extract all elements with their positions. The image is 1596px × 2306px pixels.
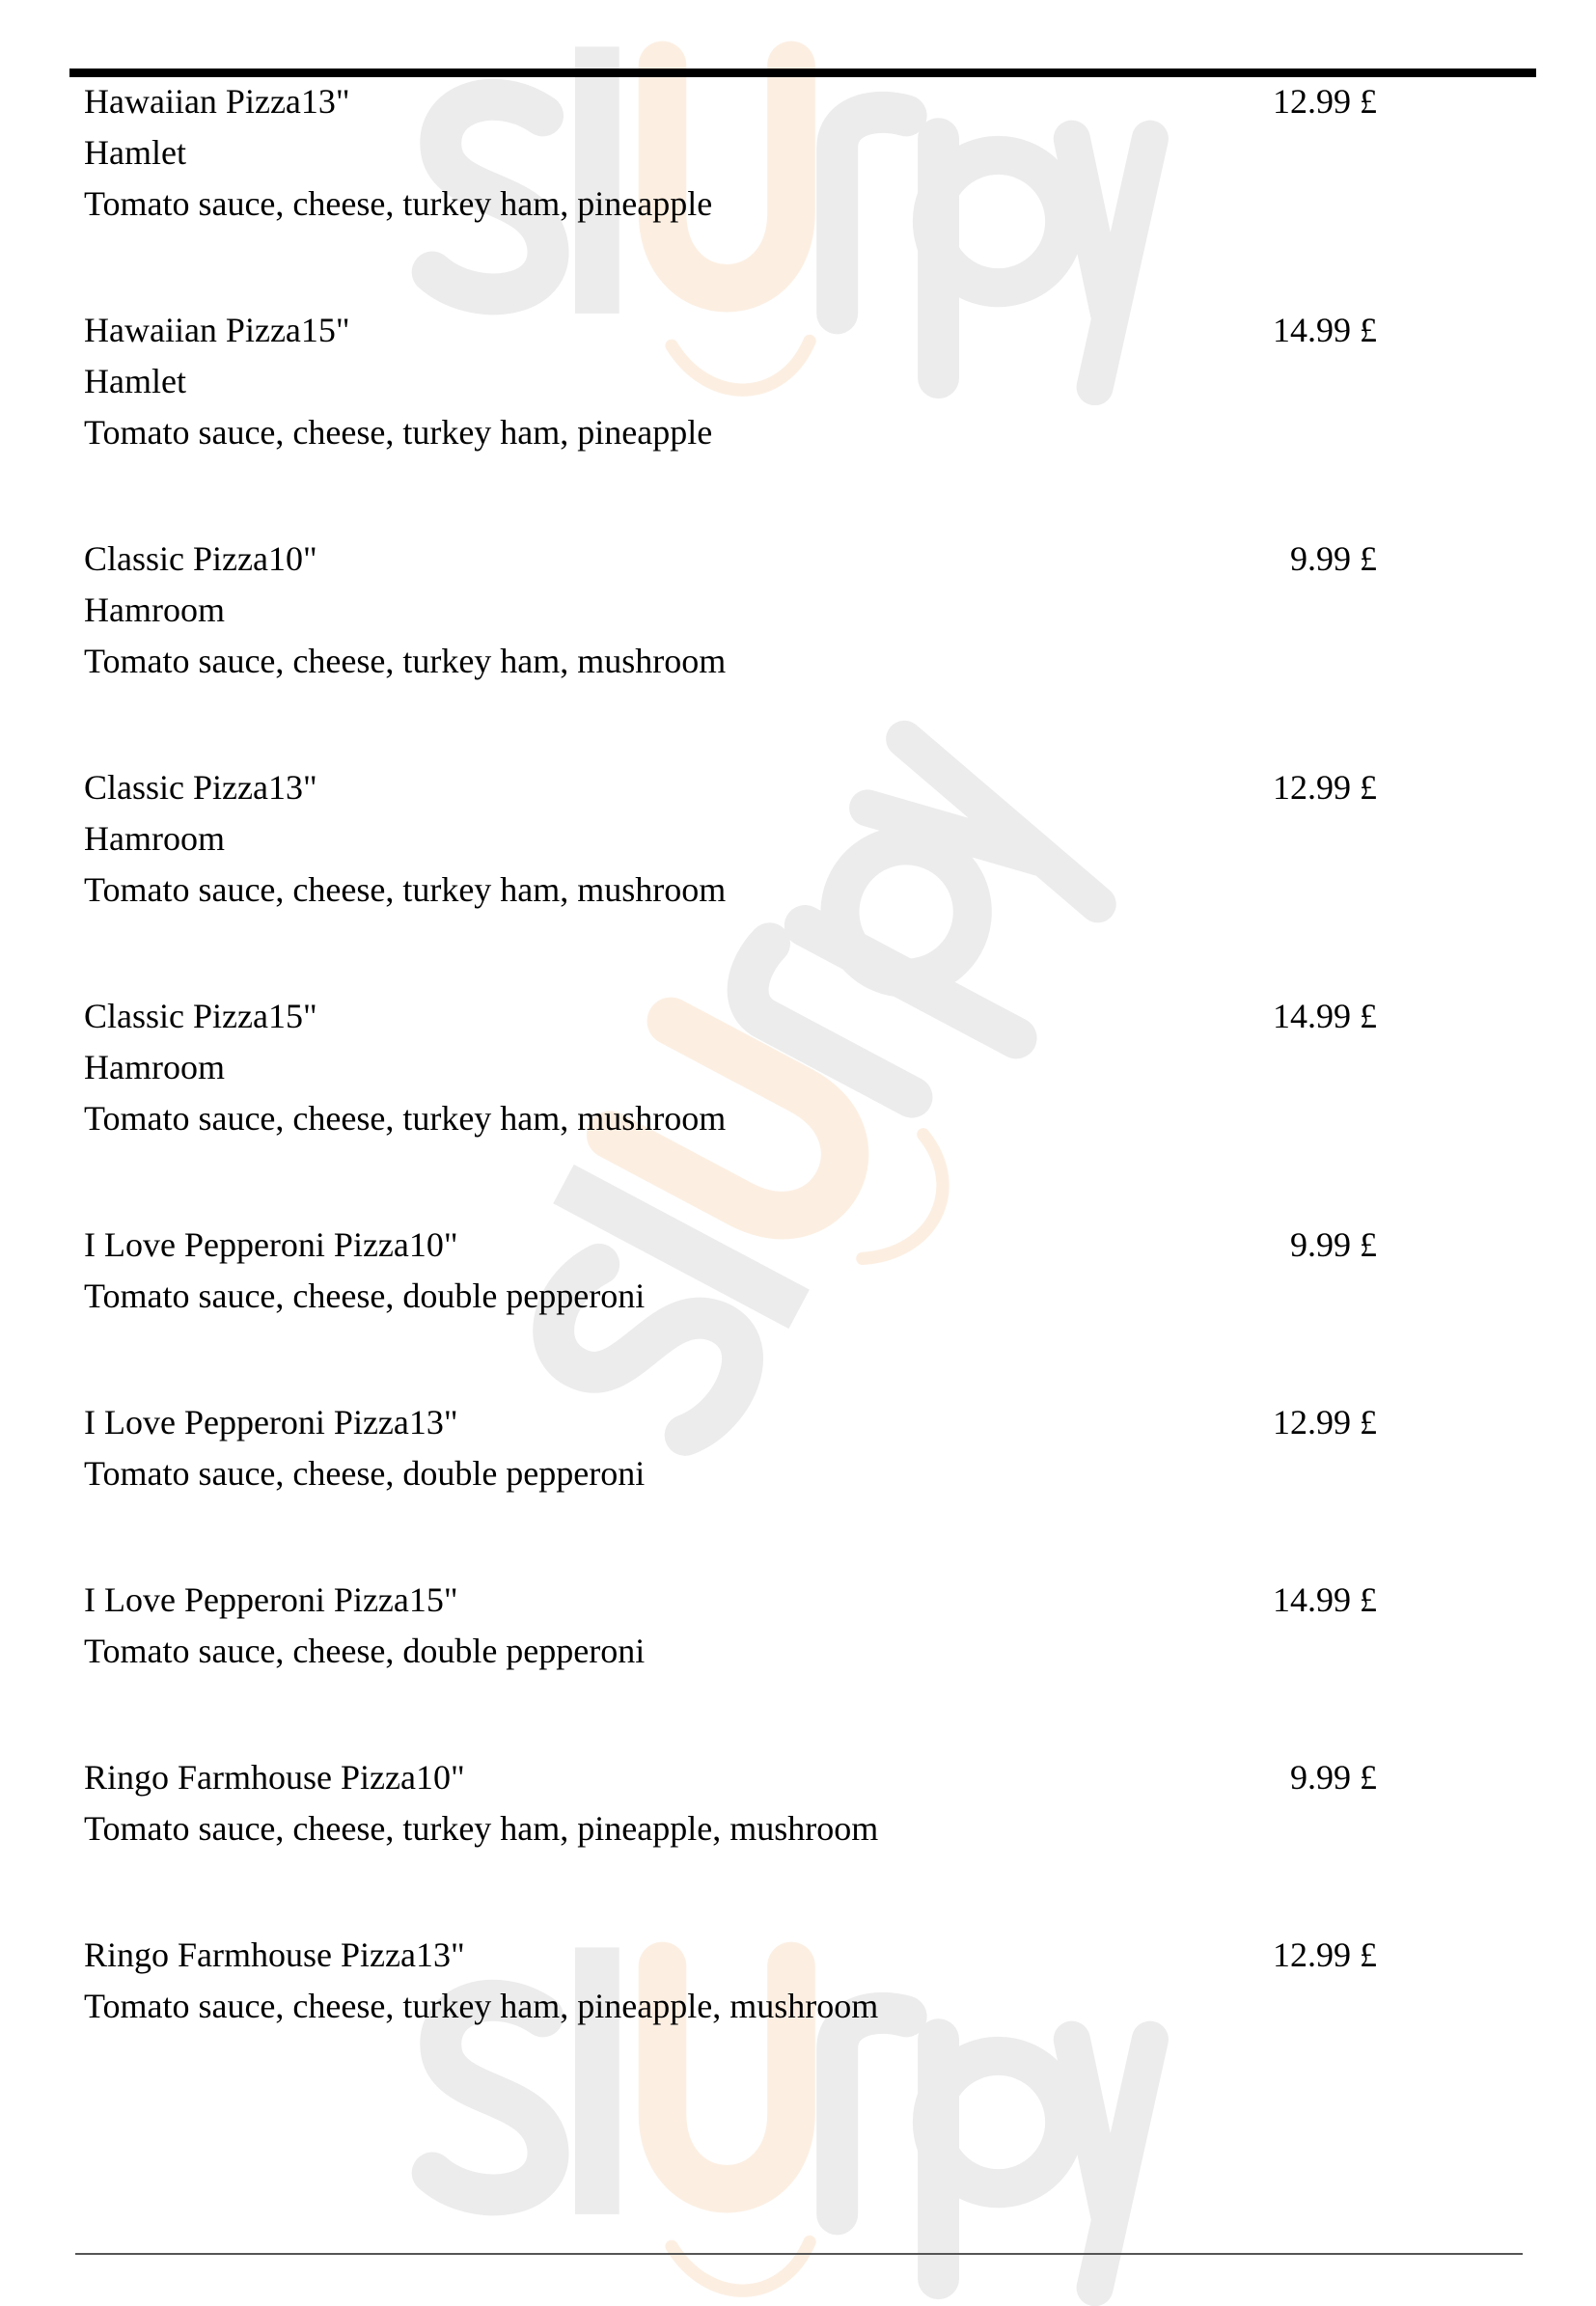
item-price: 14.99 £ — [1273, 1580, 1377, 1619]
menu-item — [84, 762, 1377, 916]
item-price: 14.99 £ — [1273, 997, 1377, 1035]
menu-item — [84, 1930, 1377, 2032]
item-price: 12.99 £ — [1273, 768, 1377, 807]
item-price: 14.99 £ — [1273, 311, 1377, 349]
item-subtitle: Hamlet — [84, 362, 186, 400]
item-description: Tomato sauce, cheese, turkey ham, pineapple, mushroom — [84, 1987, 879, 2025]
menu-list — [84, 76, 1377, 2107]
item-description: Tomato sauce, cheese, turkey ham, mushroom — [84, 870, 727, 909]
item-name: I Love Pepperoni Pizza10" — [84, 1225, 458, 1264]
item-price: 9.99 £ — [1290, 1758, 1377, 1797]
bottom-divider — [75, 2253, 1523, 2255]
menu-item — [84, 1752, 1377, 1854]
item-name: Classic Pizza15" — [84, 997, 317, 1035]
item-price: 9.99 £ — [1290, 1225, 1377, 1264]
item-price: 12.99 £ — [1273, 1403, 1377, 1441]
item-name: I Love Pepperoni Pizza13" — [84, 1403, 458, 1441]
item-name: Hawaiian Pizza13" — [84, 82, 350, 121]
menu-item — [84, 1220, 1377, 1322]
item-subtitle: Hamroom — [84, 590, 225, 629]
item-description: Tomato sauce, cheese, turkey ham, pineapple — [84, 413, 713, 452]
item-price: 12.99 £ — [1273, 1935, 1377, 1974]
item-name: Classic Pizza13" — [84, 768, 317, 807]
item-description: Tomato sauce, cheese, double pepperoni — [84, 1277, 646, 1315]
item-subtitle: Hamroom — [84, 819, 225, 858]
menu-item — [84, 1397, 1377, 1499]
menu-item — [84, 76, 1377, 230]
menu-item — [84, 1575, 1377, 1677]
item-subtitle: Hamlet — [84, 133, 186, 172]
item-description: Tomato sauce, cheese, double pepperoni — [84, 1632, 646, 1670]
menu-item — [84, 991, 1377, 1144]
item-description: Tomato sauce, cheese, turkey ham, mushroom — [84, 1099, 727, 1138]
item-name: Ringo Farmhouse Pizza13" — [84, 1935, 465, 1974]
item-name: Classic Pizza10" — [84, 539, 317, 578]
item-name: I Love Pepperoni Pizza15" — [84, 1580, 458, 1619]
menu-item — [84, 534, 1377, 687]
item-name: Ringo Farmhouse Pizza10" — [84, 1758, 465, 1797]
item-description: Tomato sauce, cheese, turkey ham, pineapple — [84, 184, 713, 223]
item-price: 9.99 £ — [1290, 539, 1377, 578]
item-description: Tomato sauce, cheese, turkey ham, mushroom — [84, 642, 727, 680]
menu-item — [84, 305, 1377, 458]
item-description: Tomato sauce, cheese, double pepperoni — [84, 1454, 646, 1493]
item-price: 12.99 £ — [1273, 82, 1377, 121]
item-name: Hawaiian Pizza15" — [84, 311, 350, 349]
item-subtitle: Hamroom — [84, 1048, 225, 1086]
item-description: Tomato sauce, cheese, turkey ham, pineapple, mushroom — [84, 1809, 879, 1848]
